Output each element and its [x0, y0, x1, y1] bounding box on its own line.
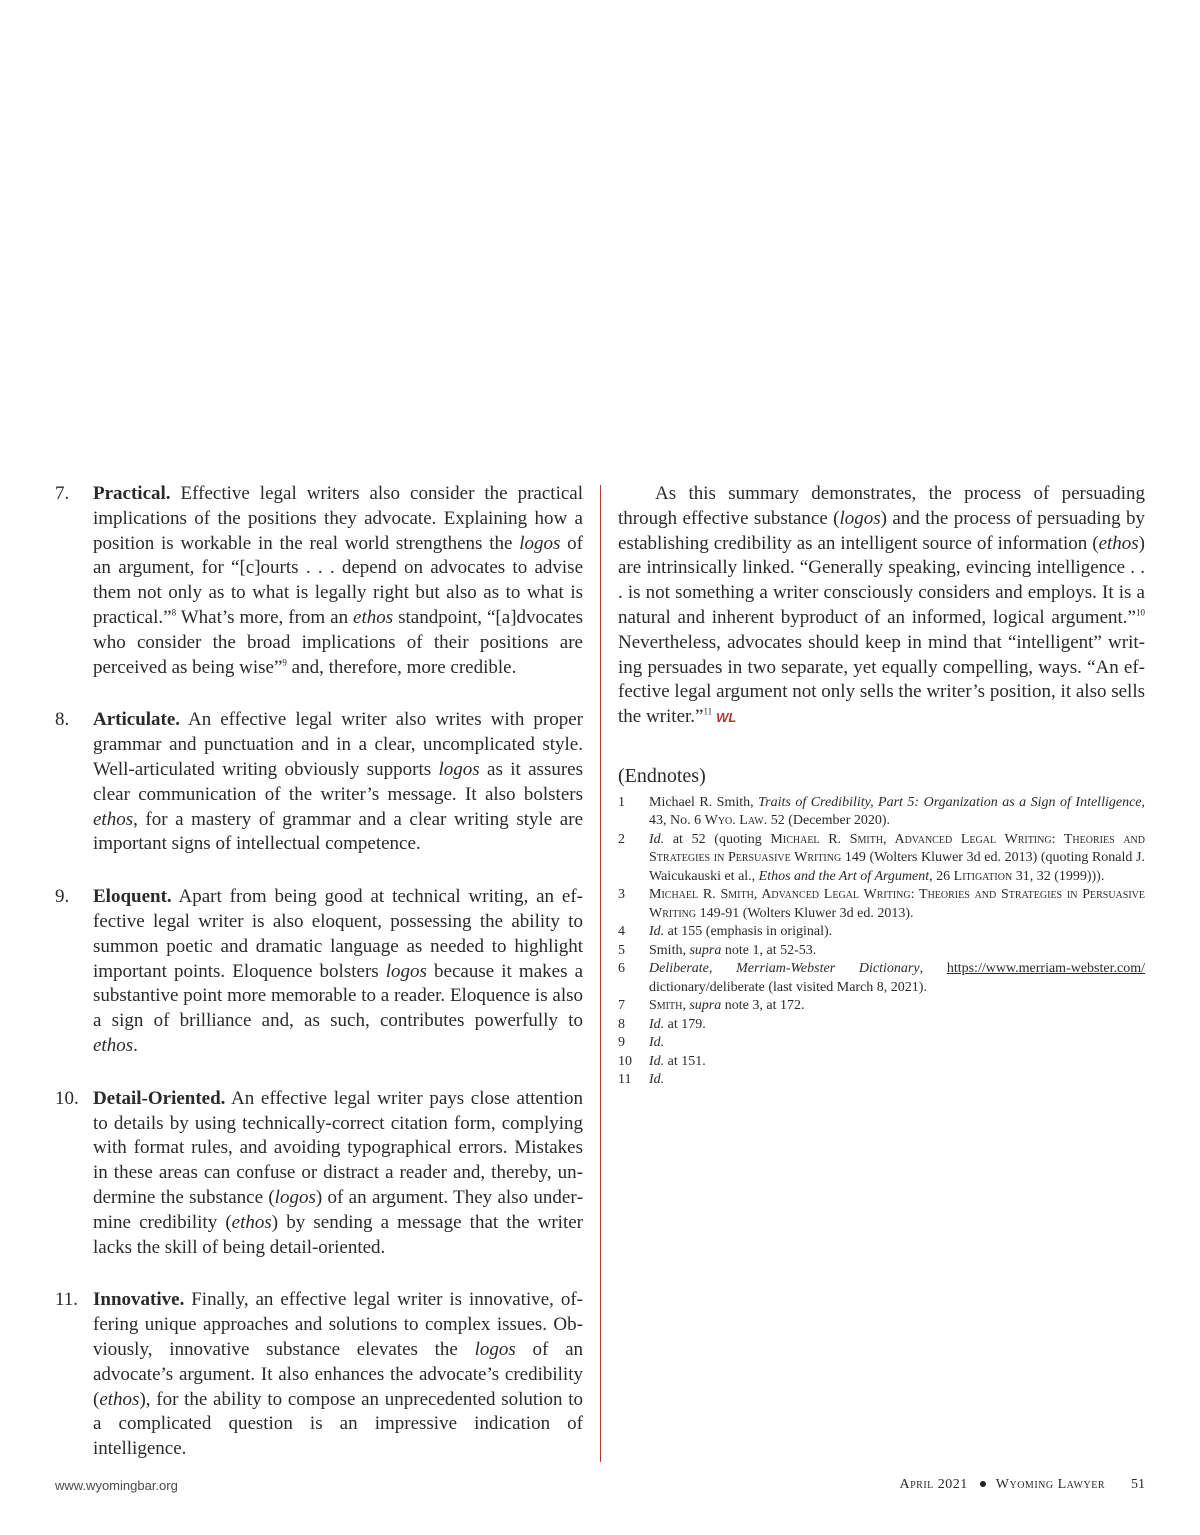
- text-run: at 179.: [664, 1016, 706, 1032]
- text-run: , 43, No. 6: [649, 794, 1145, 829]
- footer-issue-info: [899, 1477, 1145, 1493]
- text-run[interactable]: https://www.merriam-webster.com/: [946, 961, 1145, 977]
- endnote-number: 6: [618, 961, 625, 977]
- text-run: dictionary/deliberate (last visited March 8, 2021).: [649, 979, 927, 995]
- endnote-reference[interactable]: 9: [282, 657, 287, 668]
- text-run: at 151.: [664, 1053, 706, 1069]
- endnote-number: 8: [618, 1016, 625, 1032]
- summary-paragraph: [618, 482, 1145, 731]
- left-column: [55, 482, 583, 1490]
- list-item-number: 10.: [55, 1087, 79, 1109]
- list-item-title: Practical.: [93, 483, 171, 504]
- endnote-number: 1: [618, 794, 625, 810]
- text-run: ) of an argument. They also undermine credibility (: [93, 1186, 584, 1233]
- text-run: Michael R. Smith, Advanced Legal Writing: Theories and Strategies in Persuasive Writing: [649, 887, 1145, 921]
- endnote: [618, 794, 1145, 831]
- endnote-number: 9: [618, 1035, 625, 1051]
- text-run: Effective legal writers also consider the practical implications of the positions they advocate. Explaining how a position is workable in the real world strengthens the: [93, 483, 583, 554]
- endnote: [618, 1071, 1145, 1090]
- text-run: ) are intrinsically linked. “Generally speaking, evincing intelligence . . . is not something a writer consciously considers and employs. It is a natural and inherent byproduct of an informed, logical argument.”: [618, 532, 1145, 628]
- text-run: logos: [519, 532, 561, 554]
- endnote-number: 2: [618, 831, 625, 847]
- text-run: supra: [689, 998, 722, 1014]
- text-run: ,: [682, 998, 690, 1014]
- text-run: Wyo. Law.: [704, 813, 768, 829]
- list-item-body: [93, 1288, 583, 1462]
- text-run: Nevertheless, advocates should keep in mind that “intelligent” writing persuades in two separate, yet equally compelling, ways. “An effective legal argument not only sells the writer’s position, it also sells the writer.”: [618, 631, 1145, 728]
- text-run: Id.: [649, 1016, 665, 1032]
- text-run: 149-91 (Wolters Kluwer 3d ed. 2013).: [696, 905, 914, 921]
- footer-website[interactable]: www.wyomingbar.org: [55, 1478, 178, 1493]
- text-run: Traits of Credibility, Part 5: Organization as a Sign of Intelligence: [758, 794, 1142, 810]
- text-run: as it assures clear communication of the writer’s message. It also bolsters: [93, 758, 583, 805]
- text-run: Litigation: [953, 868, 1013, 884]
- text-run: logos: [385, 960, 427, 982]
- text-run: ethos: [1098, 532, 1139, 554]
- text-run: Finally, an effective legal writer is innovative, offering unique approaches and solutions to complex issues. Obviously, innovative substance elevates the: [93, 1289, 583, 1360]
- text-run: because it makes a substantive point more memorable to a reader. Eloquence is also a sign of brilliance and, as such, contributes powerfully to: [93, 960, 583, 1032]
- text-run: Ethos and the Art of Argument: [758, 868, 930, 884]
- text-run: Smith,: [649, 942, 690, 958]
- list-item-body: [93, 1087, 583, 1261]
- list-item-body: [93, 482, 583, 680]
- right-column: [618, 482, 1145, 1090]
- list-item-title: Eloquent.: [93, 886, 172, 908]
- text-run: ) by sending a message that the writer lacks the skill of being detail-oriented.: [93, 1211, 583, 1258]
- endnote-text: [649, 960, 1145, 997]
- text-run: 52 (December 2020).: [767, 813, 891, 829]
- text-run: 149 (Wolters Kluwer 3d ed. 2013) (quoting Ronald J. Waicukauski et al.,: [649, 850, 1145, 884]
- end-mark-logo: WL: [716, 710, 737, 726]
- text-run: logos: [274, 1186, 316, 1208]
- text-run: Id.: [649, 924, 665, 940]
- text-run: Id.: [649, 1072, 665, 1088]
- text-run: note 3, at 172.: [721, 998, 805, 1014]
- text-run: 31, 32 (1999))).: [1012, 868, 1105, 884]
- endnote-number: 11: [618, 1072, 632, 1088]
- list-item: [55, 708, 583, 857]
- list-item-number: 9.: [55, 886, 70, 908]
- list-item-number: 8.: [55, 709, 70, 731]
- endnote-number: 10: [618, 1053, 632, 1069]
- text-run: ethos: [231, 1211, 272, 1233]
- list-item-title: Articulate.: [93, 709, 181, 731]
- endnote: [618, 1034, 1145, 1053]
- text-run: note 1, at 52-53.: [721, 942, 817, 958]
- text-run: standpoint, “[a]dvocates who consider the broad implications of their positions are perceived as being wise”: [93, 606, 583, 678]
- text-run: .: [133, 1034, 138, 1056]
- text-run: and, therefore, more credible.: [286, 656, 517, 678]
- footer-issue-date: April 2021: [899, 1477, 968, 1492]
- text-run: ethos: [93, 1034, 134, 1056]
- endnote-text: [649, 1071, 1145, 1090]
- list-item: [55, 1087, 583, 1261]
- text-run: at 155 (emphasis in original).: [664, 924, 833, 940]
- endnote: [618, 923, 1145, 942]
- text-run: An effective legal writer also writes with proper grammar and punctuation and in a clear, uncomplicated style. Well-articulated writing obviously supports: [93, 709, 583, 780]
- endnote-text: [649, 997, 1145, 1016]
- endnote-number: 3: [618, 887, 625, 903]
- endnote-text: [649, 794, 1145, 831]
- list-item: [55, 482, 583, 680]
- text-run: Apart from being good at technical writing, an effective legal writer is also eloquent, possessing the ability to summon poetic and dramatic language as needed to highlight important points. Eloquence bolsters: [93, 886, 583, 982]
- text-run: ), for the ability to compose an unprecedented solution to a complicated question is an impressive indication of intelligence.: [93, 1388, 583, 1460]
- endnote: [618, 997, 1145, 1016]
- list-item-number: 7.: [55, 483, 70, 504]
- endnote-number: 4: [618, 924, 625, 940]
- list-item-body: [93, 708, 583, 857]
- text-run: logos: [438, 758, 480, 780]
- endnote: [618, 886, 1145, 923]
- endnote: [618, 960, 1145, 997]
- endnotes-list: [618, 794, 1145, 1090]
- endnote: [618, 1016, 1145, 1035]
- endnote-text: [649, 1016, 1145, 1035]
- endnote: [618, 831, 1145, 887]
- list-item: [55, 1288, 583, 1462]
- endnote-reference[interactable]: 11: [703, 706, 713, 717]
- endnotes-heading: (Endnotes): [618, 764, 706, 787]
- text-run: ethos: [99, 1388, 140, 1410]
- text-run: , for a mastery of grammar and a clear writing style are important signs of intellectual competence.: [93, 808, 583, 855]
- endnote-text: [649, 886, 1145, 923]
- bullet-icon: [980, 1481, 986, 1487]
- text-run: of an argument, for “[c]ourts . . . depend on advocates to advise them not only as to what is legally right but also as to what is practical.”: [93, 532, 584, 628]
- text-run: What’s more, from an: [176, 606, 354, 628]
- text-run: logos: [839, 507, 881, 529]
- endnote-number: 7: [618, 998, 625, 1014]
- text-run: Smith: [649, 998, 683, 1014]
- endnote-reference[interactable]: 8: [171, 607, 177, 618]
- text-run: , 26: [929, 868, 954, 884]
- endnote: [618, 942, 1145, 961]
- text-run: ) and the process of persuading by establishing credibility as an intelligent source of information (: [618, 507, 1145, 554]
- endnote-reference[interactable]: 10: [1136, 607, 1145, 618]
- endnote-text: [649, 1053, 1145, 1072]
- endnote-text: [649, 831, 1145, 887]
- list-item-title: Innovative.: [93, 1289, 185, 1311]
- text-run: supra: [689, 942, 722, 958]
- text-run: ,: [919, 961, 947, 977]
- endnote-number: 5: [618, 942, 625, 958]
- text-run: Id.: [649, 1035, 665, 1051]
- footer-publication: Wyoming Lawyer: [995, 1477, 1105, 1492]
- endnote-text: [649, 942, 1145, 961]
- text-run: at 52 (quoting: [664, 831, 771, 847]
- text-run: Michael R. Smith, Advanced Legal Writing: Theories and Strategies in Persuasive Writing: [649, 831, 1145, 866]
- column-divider: [600, 485, 601, 1462]
- text-run: logos: [474, 1338, 516, 1360]
- endnote-text: [649, 923, 1145, 942]
- text-run: Id.: [649, 831, 665, 847]
- text-run: Deliberate, Merriam-Webster Dictionary: [649, 961, 920, 977]
- endnote-text: [649, 1034, 1145, 1053]
- text-run: As this summary demonstrates, the process of persuading through effective substance (: [618, 483, 1145, 529]
- text-run: ethos: [93, 808, 134, 830]
- text-run: of an advocate’s argument. It also enhances the advocate’s credibility (: [93, 1338, 584, 1410]
- list-item-body: [93, 885, 583, 1059]
- page-number: 51: [1131, 1477, 1145, 1492]
- list-item-number: 11.: [55, 1289, 79, 1311]
- endnote: [618, 1053, 1145, 1072]
- list-item: [55, 885, 583, 1059]
- text-run: An effective legal writer pays close attention to details by using technically-correct citation form, complying with format rules, and avoiding typographical errors. Mistakes in these areas can confuse or distract a reader and, thereby, undermine the substance (: [93, 1087, 583, 1208]
- text-run: ethos: [353, 606, 394, 628]
- list-item-title: Detail-Oriented.: [93, 1087, 226, 1109]
- text-run: Id.: [649, 1053, 665, 1069]
- text-run: Michael R. Smith,: [649, 794, 759, 810]
